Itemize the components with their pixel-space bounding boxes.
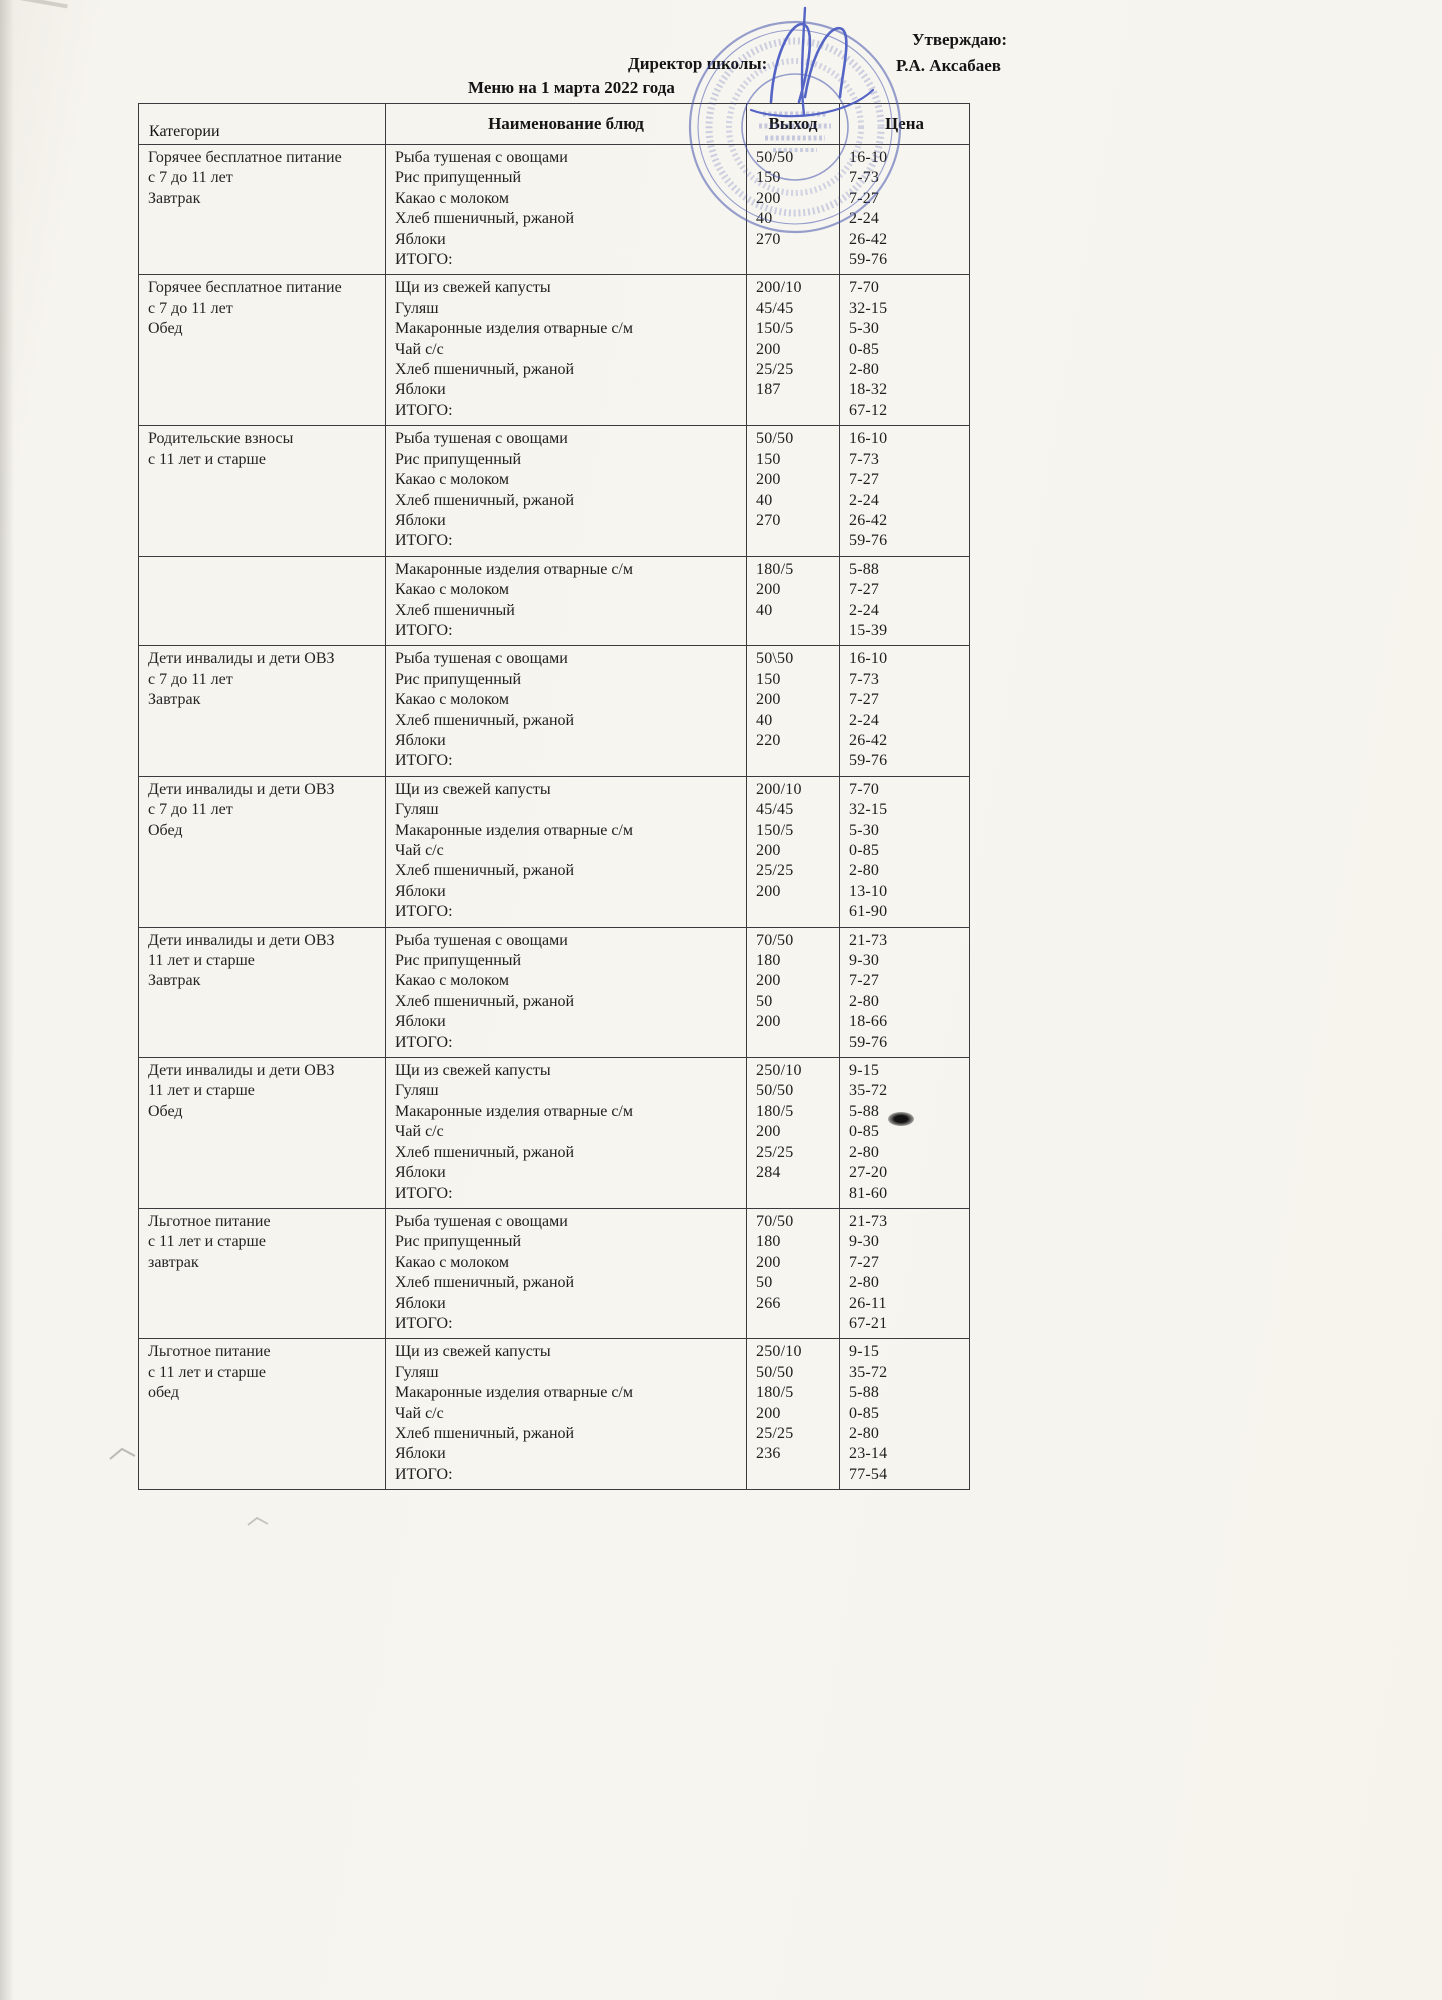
cell-line: 150 — [756, 670, 781, 688]
dishes-cell — [386, 646, 747, 776]
cell-line: Рыба тушеная с овощами — [395, 650, 568, 668]
cell-line: обед — [148, 1384, 179, 1402]
price-cell — [840, 776, 970, 927]
cell-line: Макаронные изделия отварные с/м — [395, 320, 633, 338]
cell-line: Льготное питание — [148, 1212, 271, 1230]
cell-line — [756, 250, 835, 270]
price-cell — [840, 1208, 970, 1338]
cell-line: Хлеб пшеничный, ржаной — [395, 1143, 575, 1161]
table-row — [139, 927, 970, 1057]
cell-line: 200 — [756, 471, 781, 489]
cell-line: Гуляш — [395, 1363, 439, 1381]
cell-line: ИТОГО: — [395, 903, 453, 921]
cell-line: 7-27 — [849, 581, 880, 599]
cell-line: 284 — [756, 1164, 781, 1182]
category-cell — [139, 1339, 386, 1490]
dishes-cell — [386, 1058, 747, 1209]
cell-line: Завтрак — [148, 189, 201, 207]
cell-line: Яблоки — [395, 882, 446, 900]
cell-line: 27-20 — [849, 1164, 888, 1182]
scan-edge-artifact — [0, 0, 14, 2000]
director-name: Р.А. Аксабаев — [896, 56, 1001, 75]
cell-line: 16-10 — [849, 430, 888, 448]
dishes-cell — [386, 927, 747, 1057]
cell-line: Какао с молоком — [395, 189, 509, 207]
table-row — [139, 426, 970, 556]
cell-line: Гуляш — [395, 801, 439, 819]
menu-table-body — [139, 145, 970, 1490]
cell-line: Какао с молоком — [395, 1253, 509, 1271]
price-cell — [840, 556, 970, 646]
cell-line: 7-27 — [849, 471, 880, 489]
cell-line: 81-60 — [849, 1184, 888, 1202]
output-cell — [747, 1208, 840, 1338]
cell-line: Щи из свежей капусты — [395, 780, 551, 798]
category-cell — [139, 1058, 386, 1209]
cell-line: 180 — [756, 1233, 781, 1251]
cell-line: 270 — [756, 230, 781, 248]
cell-line: с 11 лет и старше — [148, 450, 266, 468]
dishes-cell — [386, 556, 747, 646]
cell-line: Чай с/с — [395, 842, 444, 859]
cell-line: ИТОГО: — [395, 251, 453, 269]
cell-line: Рис припущенный — [395, 670, 522, 688]
cell-line: 2-24 — [849, 210, 880, 228]
cell-line: 150 — [756, 169, 781, 187]
price-cell — [840, 275, 970, 426]
cell-line: 2-24 — [849, 491, 880, 509]
price-cell — [840, 145, 970, 275]
cell-line: 250/10 — [756, 1343, 802, 1361]
cell-line: 45/45 — [756, 299, 794, 317]
cell-line: 11 лет и старше — [148, 1082, 255, 1100]
cell-line: 26-42 — [849, 230, 888, 248]
cell-line: Хлеб пшеничный, ржаной — [395, 1424, 575, 1442]
cell-line: 18-32 — [849, 381, 888, 399]
cell-line: 187 — [756, 381, 781, 399]
cell-line: Обед — [148, 1102, 183, 1120]
dishes-cell — [386, 275, 747, 426]
cell-line — [756, 902, 835, 922]
cell-line: 32-15 — [849, 801, 888, 819]
cell-line: Обед — [148, 320, 183, 338]
cell-line: Хлеб пшеничный, ржаной — [395, 711, 575, 729]
cell-line: Рис припущенный — [395, 450, 522, 468]
category-cell — [139, 275, 386, 426]
cell-line: Чай с/с — [395, 1123, 444, 1141]
cell-line: 70/50 — [756, 931, 794, 949]
cell-line: 59-76 — [849, 1033, 888, 1051]
category-cell — [139, 927, 386, 1057]
cell-line: 266 — [756, 1294, 781, 1312]
cell-line: 50/50 — [756, 149, 794, 166]
cell-line: 200/10 — [756, 780, 802, 798]
cell-line: Какао с молоком — [395, 581, 509, 599]
output-cell — [747, 1058, 840, 1209]
cell-line: 5-30 — [849, 821, 880, 839]
cell-line: 25/25 — [756, 1143, 794, 1161]
cell-line — [756, 1184, 835, 1204]
cell-line: 7-73 — [849, 670, 880, 688]
cell-line: 9-30 — [849, 1233, 880, 1251]
cell-line: ИТОГО: — [395, 1465, 453, 1483]
menu-table — [138, 103, 970, 1490]
cell-line: 2-80 — [849, 361, 880, 379]
cell-line — [756, 1033, 835, 1053]
cell-line: 67-21 — [849, 1314, 888, 1332]
cell-line — [756, 621, 835, 641]
cell-line: Хлеб пшеничный, ржаной — [395, 992, 575, 1010]
cell-line: 150/5 — [756, 320, 794, 338]
cell-line: Гуляш — [395, 1082, 439, 1100]
cell-line: ИТОГО: — [395, 621, 453, 639]
output-cell — [747, 275, 840, 426]
cell-line: Рис припущенный — [395, 952, 522, 970]
cell-line: Макаронные изделия отварные с/м — [395, 560, 633, 578]
cell-line: 50\50 — [756, 650, 794, 668]
cell-line — [756, 751, 835, 771]
output-cell — [747, 145, 840, 275]
cell-line: Хлеб пшеничный, ржаной — [395, 491, 575, 509]
cell-line: 150/5 — [756, 821, 794, 839]
table-header-row — [139, 104, 970, 145]
cell-line: Горячее бесплатное питание — [148, 279, 342, 297]
cell-line: 180/5 — [756, 1384, 794, 1402]
signature — [751, 8, 873, 116]
cell-line: 50/50 — [756, 1082, 794, 1100]
cell-line: Яблоки — [395, 1445, 446, 1463]
cell-line: Какао с молоком — [395, 471, 509, 489]
cell-line: Чай с/с — [395, 1404, 444, 1422]
category-cell — [139, 556, 386, 646]
cell-line: 11 лет и старше — [148, 952, 255, 970]
cell-line: 7-27 — [849, 972, 880, 990]
pencil-mark — [246, 1514, 272, 1530]
cell-line: ИТОГО: — [395, 1184, 453, 1202]
cell-line: 0-85 — [849, 842, 880, 859]
cell-line: с 7 до 11 лет — [148, 169, 233, 187]
cell-line — [756, 401, 835, 421]
cell-line: Рыба тушеная с овощами — [395, 931, 568, 949]
category-cell — [139, 776, 386, 927]
cell-line: 180 — [756, 952, 781, 970]
price-cell — [840, 1058, 970, 1209]
cell-line: 16-10 — [849, 650, 888, 668]
cell-line: Яблоки — [395, 230, 446, 248]
cell-line: 59-76 — [849, 532, 888, 550]
cell-line: 7-73 — [849, 450, 880, 468]
cell-line: завтрак — [148, 1253, 199, 1271]
cell-line: 200 — [756, 581, 781, 599]
cell-line: 0-85 — [849, 1123, 880, 1141]
cell-line: 61-90 — [849, 903, 888, 921]
column-header-4: Цена — [840, 104, 970, 145]
cell-line: Яблоки — [395, 1013, 446, 1031]
output-cell — [747, 646, 840, 776]
cell-line: 26-11 — [849, 1294, 887, 1312]
cell-line: 2-24 — [849, 601, 880, 619]
cell-line: Яблоки — [395, 1294, 446, 1312]
cell-line: 35-72 — [849, 1082, 888, 1100]
cell-line: 70/50 — [756, 1212, 794, 1230]
cell-line: с 7 до 11 лет — [148, 299, 233, 317]
cell-line: 7-27 — [849, 1253, 880, 1271]
cell-line — [756, 531, 835, 551]
cell-line: Гуляш — [395, 299, 439, 317]
cell-line: Обед — [148, 821, 183, 839]
cell-line: 25/25 — [756, 862, 794, 880]
cell-line: Хлеб пшеничный, ржаной — [395, 1274, 575, 1292]
cell-line: 21-73 — [849, 1212, 888, 1230]
cell-line: 250/10 — [756, 1062, 802, 1080]
cell-line: 45/45 — [756, 801, 794, 819]
cell-line: Макаронные изделия отварные с/м — [395, 1384, 633, 1402]
cell-line: 200/10 — [756, 279, 802, 297]
cell-line: 25/25 — [756, 1424, 794, 1442]
output-cell — [747, 1339, 840, 1490]
output-cell — [747, 556, 840, 646]
cell-line: 50/50 — [756, 1363, 794, 1381]
cell-line: ИТОГО: — [395, 1314, 453, 1332]
cell-line: 5-88 — [849, 1384, 880, 1402]
cell-line: 200 — [756, 1404, 781, 1422]
cell-line: 13-10 — [849, 882, 888, 900]
table-row — [139, 275, 970, 426]
cell-line: 0-85 — [849, 1404, 880, 1422]
cell-line: 200 — [756, 1253, 781, 1271]
cell-line: с 7 до 11 лет — [148, 801, 233, 819]
director-label: Директор школы: — [628, 54, 768, 73]
cell-line: 200 — [756, 691, 781, 709]
category-cell — [139, 646, 386, 776]
cell-line: 2-80 — [849, 862, 880, 880]
table-row — [139, 1208, 970, 1338]
cell-line: 59-76 — [849, 251, 888, 269]
cell-line: 40 — [756, 601, 773, 619]
cell-line: Дети инвалиды и дети ОВЗ — [148, 931, 335, 949]
cell-line: 21-73 — [849, 931, 888, 949]
cell-line: 0-85 — [849, 340, 880, 358]
cell-line: ИТОГО: — [395, 752, 453, 770]
cell-line: 26-42 — [849, 731, 888, 749]
cell-line: 220 — [756, 731, 781, 749]
cell-line: с 11 лет и старше — [148, 1233, 266, 1251]
table-row — [139, 1058, 970, 1209]
category-cell — [139, 426, 386, 556]
cell-line: Макаронные изделия отварные с/м — [395, 821, 633, 839]
cell-line: Горячее бесплатное питание — [148, 149, 342, 166]
output-cell — [747, 426, 840, 556]
cell-line: 25/25 — [756, 361, 794, 379]
cell-line: 77-54 — [849, 1465, 888, 1483]
cell-line: 200 — [756, 189, 781, 207]
cell-line: Рыба тушеная с овощами — [395, 149, 568, 166]
cell-line: 150 — [756, 450, 781, 468]
cell-line: 180/5 — [756, 1102, 794, 1120]
cell-line: Дети инвалиды и дети ОВЗ — [148, 780, 335, 798]
cell-line: Хлеб пшеничный, ржаной — [395, 361, 575, 379]
cell-line: Льготное питание — [148, 1343, 271, 1361]
cell-line: Чай с/с — [395, 340, 444, 358]
cell-line: 200 — [756, 340, 781, 358]
pencil-mark — [108, 1444, 142, 1464]
cell-line: Хлеб пшеничный — [395, 601, 515, 619]
table-row — [139, 646, 970, 776]
cell-line: 50 — [756, 992, 773, 1010]
cell-line: ИТОГО: — [395, 1033, 453, 1051]
column-header-1: Категории — [139, 104, 386, 145]
table-row — [139, 776, 970, 927]
cell-line: Родительские взносы — [148, 430, 294, 448]
cell-line: 59-76 — [849, 752, 888, 770]
cell-line: 50 — [756, 1274, 773, 1292]
cell-line: 5-88 — [849, 560, 880, 578]
cell-line: Рыба тушеная с овощами — [395, 1212, 568, 1230]
cell-line: 9-30 — [849, 952, 880, 970]
cell-line: Щи из свежей капусты — [395, 1062, 551, 1080]
scan-corner-artifact — [0, 0, 68, 8]
cell-line: Яблоки — [395, 731, 446, 749]
cell-line: 9-15 — [849, 1062, 880, 1080]
cell-line: Щи из свежей капусты — [395, 279, 551, 297]
cell-line: 200 — [756, 972, 781, 990]
category-cell — [139, 1208, 386, 1338]
cell-line: Дети инвалиды и дети ОВЗ — [148, 650, 335, 668]
cell-line: Завтрак — [148, 691, 201, 709]
cell-line: 200 — [756, 1013, 781, 1031]
cell-line: 50/50 — [756, 430, 794, 448]
approve-label: Утверждаю: — [912, 30, 1008, 49]
cell-line: 2-24 — [849, 711, 880, 729]
cell-line: 67-12 — [849, 401, 888, 419]
cell-line: ИТОГО: — [395, 401, 453, 419]
cell-line: ИТОГО: — [395, 532, 453, 550]
cell-line: 2-80 — [849, 1274, 880, 1292]
table-row — [139, 556, 970, 646]
cell-line: Щи из свежей капусты — [395, 1343, 551, 1361]
cell-line: 5-88 — [849, 1102, 880, 1120]
output-cell — [747, 776, 840, 927]
cell-line: Дети инвалиды и дети ОВЗ — [148, 1062, 335, 1080]
cell-line: Рис припущенный — [395, 1233, 522, 1251]
cell-line: 40 — [756, 210, 773, 228]
cell-line: Яблоки — [395, 381, 446, 399]
dishes-cell — [386, 776, 747, 927]
cell-line: 23-14 — [849, 1445, 888, 1463]
cell-line: Завтрак — [148, 972, 201, 990]
cell-line: 16-10 — [849, 149, 888, 166]
cell-line: Хлеб пшеничный, ржаной — [395, 862, 575, 880]
cell-line: 7-73 — [849, 169, 880, 187]
column-header-3: Выход — [747, 104, 840, 145]
cell-line: 180/5 — [756, 560, 794, 578]
cell-line: 200 — [756, 842, 781, 859]
cell-line: 26-42 — [849, 511, 888, 529]
price-cell — [840, 426, 970, 556]
cell-line: 236 — [756, 1445, 781, 1463]
cell-line: 35-72 — [849, 1363, 888, 1381]
table-row — [139, 145, 970, 275]
cell-line: 18-66 — [849, 1013, 888, 1031]
cell-line: 7-70 — [849, 780, 880, 798]
cell-line: с 11 лет и старше — [148, 1363, 266, 1381]
cell-line — [756, 1314, 835, 1334]
menu-title: Меню на 1 марта 2022 года — [468, 78, 675, 97]
cell-line: 7-27 — [849, 189, 880, 207]
cell-line: Рыба тушеная с овощами — [395, 430, 568, 448]
cell-line: Какао с молоком — [395, 691, 509, 709]
cell-line: Рис припущенный — [395, 169, 522, 187]
cell-line: 2-80 — [849, 992, 880, 1010]
dishes-cell — [386, 145, 747, 275]
cell-line: 7-27 — [849, 691, 880, 709]
cell-line: 200 — [756, 1123, 781, 1141]
cell-line: с 7 до 11 лет — [148, 670, 233, 688]
price-cell — [840, 1339, 970, 1490]
cell-line: 200 — [756, 882, 781, 900]
cell-line: 2-80 — [849, 1424, 880, 1442]
price-cell — [840, 646, 970, 776]
price-cell — [840, 927, 970, 1057]
cell-line: 15-39 — [849, 621, 888, 639]
cell-line: 5-30 — [849, 320, 880, 338]
dishes-cell — [386, 426, 747, 556]
dishes-cell — [386, 1339, 747, 1490]
cell-line: 7-70 — [849, 279, 880, 297]
column-header-2: Наименование блюд — [386, 104, 747, 145]
cell-line: 270 — [756, 511, 781, 529]
cell-line: 40 — [756, 491, 773, 509]
table-row — [139, 1339, 970, 1490]
cell-line: Хлеб пшеничный, ржаной — [395, 210, 575, 228]
cell-line: 2-80 — [849, 1143, 880, 1161]
cell-line: Яблоки — [395, 511, 446, 529]
cell-line: 40 — [756, 711, 773, 729]
cell-line: Яблоки — [395, 1164, 446, 1182]
cell-line: 32-15 — [849, 299, 888, 317]
cell-line — [756, 1465, 835, 1485]
output-cell — [747, 927, 840, 1057]
cell-line: 9-15 — [849, 1343, 880, 1361]
cell-line: Макаронные изделия отварные с/м — [395, 1102, 633, 1120]
category-cell — [139, 145, 386, 275]
cell-line: Какао с молоком — [395, 972, 509, 990]
dishes-cell — [386, 1208, 747, 1338]
